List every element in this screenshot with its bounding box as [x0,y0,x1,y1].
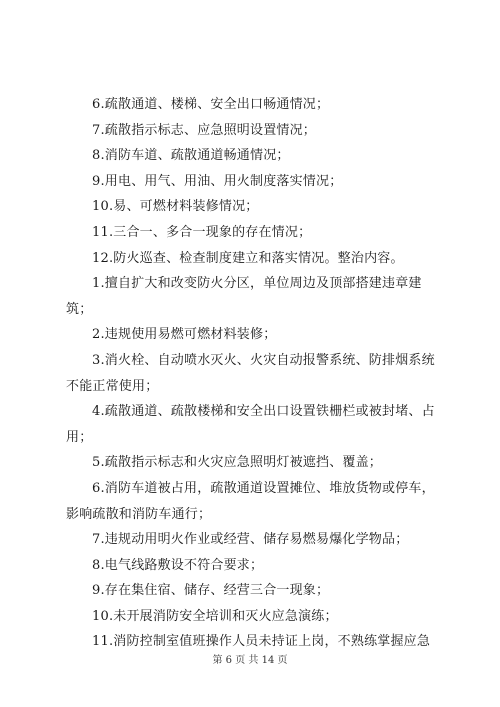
paragraph: 7.疏散指示标志、应急照明设置情况； [92,122,317,138]
paragraph: 6.疏散通道、楼梯、安全出口畅通情况； [92,97,330,112]
paragraph: 4.疏散通道、疏散楼梯和安全出口设置铁栅栏或被封堵、占用； [66,404,435,445]
paragraph: 5.疏散指示标志和火灾应急照明灯被遮挡、覆盖； [92,455,383,471]
paragraph: 9.存在集住宿、储存、经营三合一现象； [92,583,330,599]
paragraph: 7.违规动用明火作业或经营、储存易燃易爆化学物品； [92,532,409,548]
paragraph: 9.用电、用气、用油、用火制度落实情况； [92,173,343,189]
paragraph: 2.违规使用易燃可燃材料装修； [92,327,277,343]
paragraph: 10.未开展消防安全培训和灭火应急演练； [92,608,338,624]
paragraph: 3.消火栓、自动喷水灭火、火灾自动报警系统、防排烟系统不能正常使用； [66,352,435,394]
paragraph: 6.消防车道被占用，疏散通道设置摊位、堆放货物或停车，影响疏散和消防车通行； [66,480,435,522]
document-body [66,92,444,655]
page-number-footer: 第 6 页 共 14 页 [212,655,288,666]
paragraph: 11.消防控制室值班操作人员未持证上岗，不熟练掌握应急 [92,634,431,650]
paragraph: 10.易、可燃材料装修情况； [92,199,259,215]
paragraph: 8.消防车道、疏散通道畅通情况； [92,148,290,164]
paragraph: 11.三合一、多合一现象的存在情况； [92,224,312,240]
paragraph: 12.防火巡查、检查制度建立和落实情况。整治内容。 [92,250,404,266]
paragraph: 1.擅自扩大和改变防火分区，单位周边及顶部搭建违章建筑； [66,276,422,317]
paragraph: 8.电气线路敷设不符合要求； [92,557,264,573]
